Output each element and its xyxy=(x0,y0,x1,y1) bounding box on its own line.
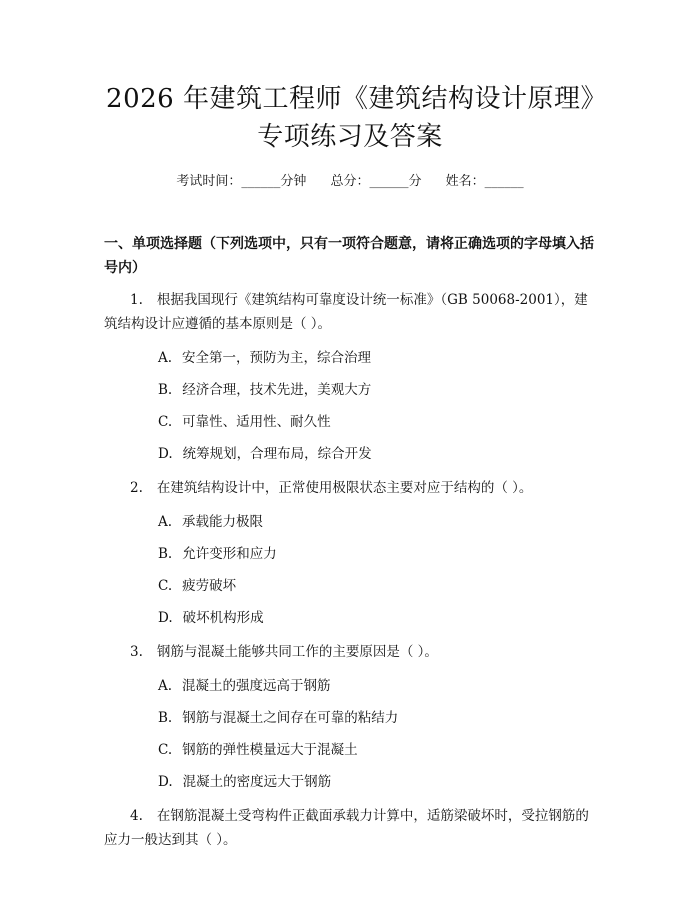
option-letter: B. xyxy=(158,546,173,562)
option-letter: B. xyxy=(158,382,173,398)
option-item xyxy=(158,772,596,792)
option-item xyxy=(158,544,596,564)
question-stem: 钢筋与混凝土能够共同工作的主要原因是（ ）。 xyxy=(156,644,438,660)
option-text: 承载能力极限 xyxy=(182,514,264,530)
option-letter: C. xyxy=(158,414,173,430)
question-block xyxy=(104,476,596,628)
option-text: 混凝土的密度远大于钢筋 xyxy=(182,774,332,790)
exam-time: 考试时间：______分钟 xyxy=(176,174,307,189)
option-item xyxy=(158,348,596,368)
question-number: 2. xyxy=(130,480,143,496)
question-block xyxy=(104,640,596,792)
option-letter: A. xyxy=(158,678,173,694)
option-text: 混凝土的强度远高于钢筋 xyxy=(182,678,331,694)
option-item xyxy=(158,412,596,432)
option-text: 允许变形和应力 xyxy=(182,546,277,562)
option-item xyxy=(158,608,596,628)
option-letter: C. xyxy=(158,742,173,758)
question-text xyxy=(104,640,596,664)
option-text: 钢筋与混凝土之间存在可靠的粘结力 xyxy=(182,710,399,726)
option-letter: D. xyxy=(158,774,173,790)
option-item xyxy=(158,708,596,728)
question-stem: 根据我国现行《建筑结构可靠度设计统一标准》（GB 50068-2001），建筑结构设计应遵循的基本原则是（ ）。 xyxy=(104,292,588,332)
exam-meta xyxy=(104,172,596,192)
option-item xyxy=(158,676,596,696)
option-letter: B. xyxy=(158,710,173,726)
question-text xyxy=(104,288,596,336)
question-text xyxy=(104,804,596,852)
question-stem: 在钢筋混凝土受弯构件正截面承载力计算中，适筋梁破坏时，受拉钢筋的应力一般达到其（ ）。 xyxy=(104,808,589,848)
option-text: 统筹规划，合理布局，综合开发 xyxy=(182,446,372,462)
option-text: 经济合理，技术先进，美观大方 xyxy=(182,382,372,398)
question-number: 3. xyxy=(130,644,143,660)
option-letter: A. xyxy=(158,350,173,366)
document-title: 2026 年建筑工程师《建筑结构设计原理》专项练习及答案 xyxy=(106,84,594,152)
question-number: 4. xyxy=(130,808,143,824)
option-text: 安全第一，预防为主，综合治理 xyxy=(182,350,372,366)
option-item xyxy=(158,512,596,532)
exam-name: 姓名：______ xyxy=(445,174,524,189)
option-item xyxy=(158,576,596,596)
option-letter: A. xyxy=(158,514,173,530)
option-item xyxy=(158,380,596,400)
option-letter: C. xyxy=(158,578,173,594)
option-text: 破坏机构形成 xyxy=(182,610,264,626)
question-stem: 在建筑结构设计中，正常使用极限状态主要对应于结构的（ ）。 xyxy=(156,480,533,496)
question-block xyxy=(104,288,596,464)
option-letter: D. xyxy=(158,446,173,462)
option-text: 疲劳破坏 xyxy=(182,578,237,594)
option-text: 可靠性、适用性、耐久性 xyxy=(182,414,331,430)
question-number: 1. xyxy=(130,292,143,308)
option-letter: D. xyxy=(158,610,173,626)
option-item xyxy=(158,740,596,760)
option-text: 钢筋的弹性模量远大于混凝土 xyxy=(182,742,358,758)
question-text xyxy=(104,476,596,500)
question-block xyxy=(104,804,596,852)
option-item xyxy=(158,444,596,464)
section-heading: 一、单项选择题（下列选项中，只有一项符合题意，请将正确选项的字母填入括号内） xyxy=(104,236,594,276)
exam-score: 总分：______分 xyxy=(330,174,422,189)
